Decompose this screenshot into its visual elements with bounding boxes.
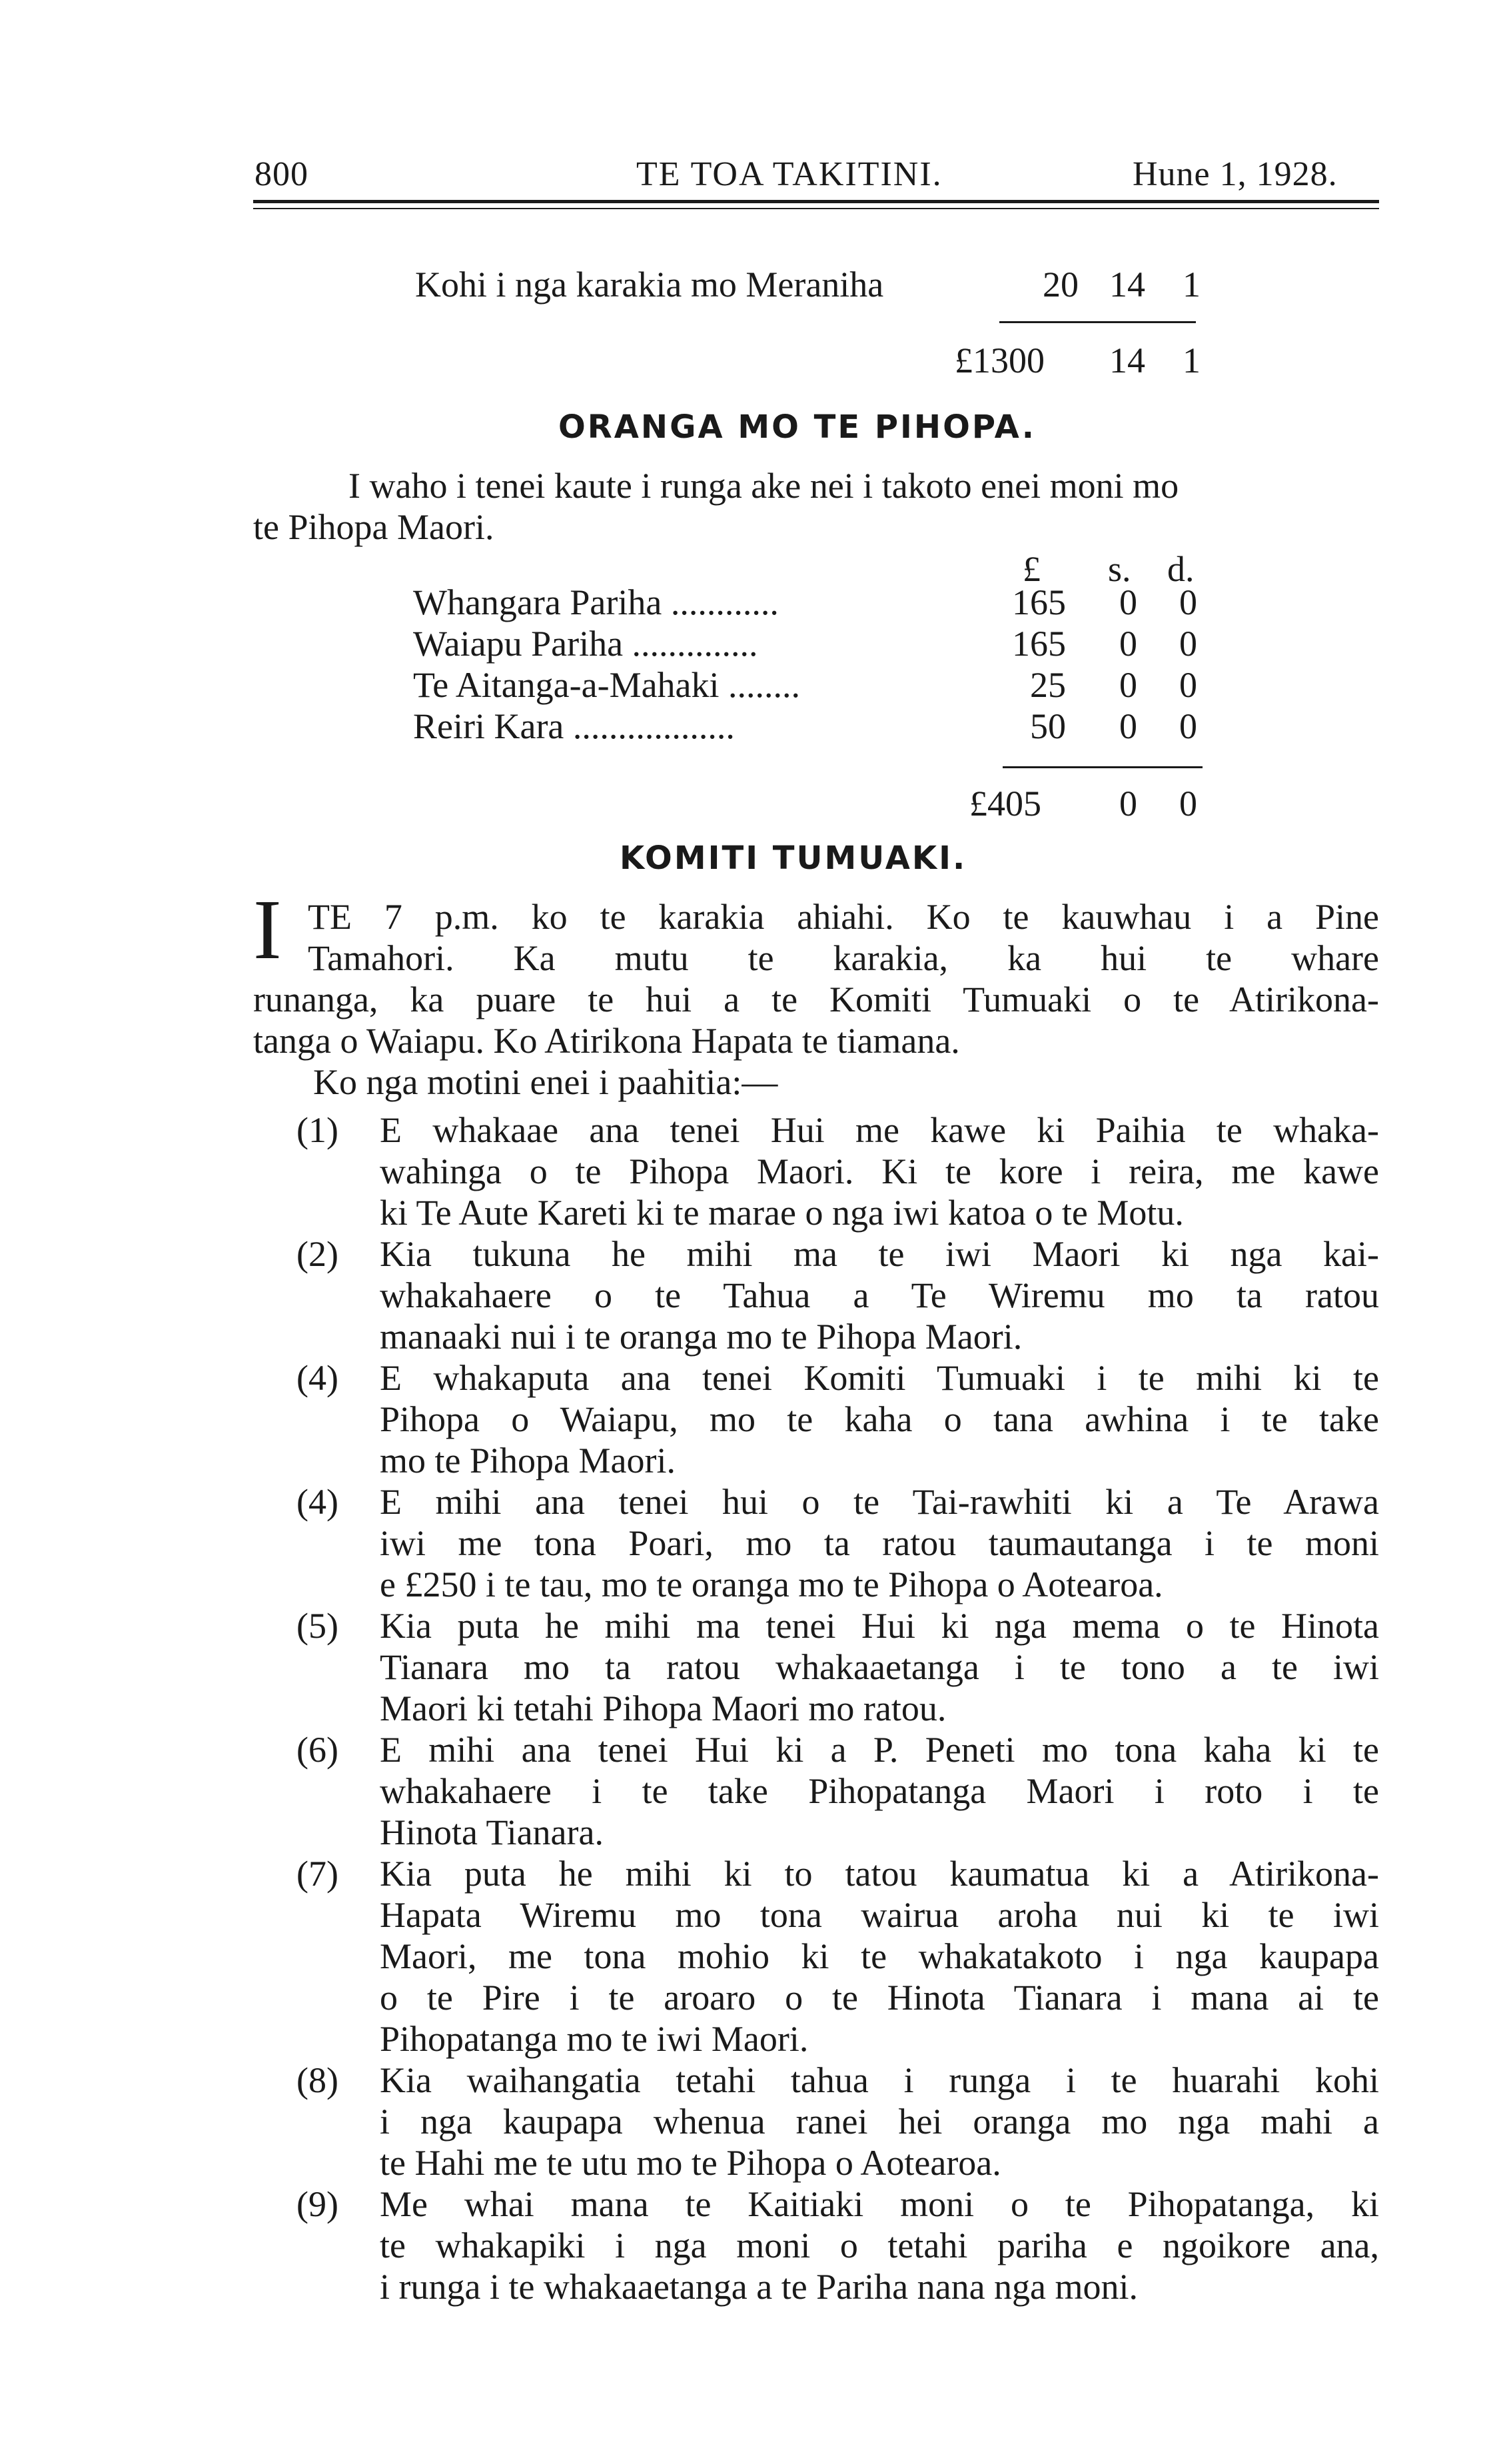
row-name: Whangara Pariha: [413, 582, 662, 622]
item-line: E mihi ana tenei hui o te Tai-rawhiti ki a Te Arawa: [380, 1482, 1379, 1522]
motions-intro: Ko nga motini enei i paahitia:—: [313, 1062, 778, 1102]
oranga-total-shillings: 0: [1119, 784, 1137, 824]
item-line: te whakapiki i nga moni o tetahi pariha e ngoikore ana,: [380, 2225, 1379, 2265]
item-number: (9): [296, 2184, 338, 2224]
item-line: Kia puta he mihi ma tenei Hui ki nga mema o te Hinota: [380, 1606, 1379, 1646]
row-shillings: 0: [1119, 665, 1137, 705]
komiti-line-3: runanga, ka puare te hui a te Komiti Tumuaki o te Atirikona-: [253, 979, 1379, 1019]
row-pounds: 165: [1012, 582, 1066, 622]
row-leaders: ............: [670, 582, 779, 622]
item-line: Kia puta he mihi ki to tatou kaumatua ki a Atirikona-: [380, 1854, 1379, 1894]
komiti-heading: KOMITI TUMUAKI.: [620, 840, 967, 877]
collection-pounds: 20: [1043, 265, 1079, 305]
row-name: Te Aitanga-a-Mahaki: [413, 665, 720, 705]
item-line: Me whai mana te Kaitiaki moni o te Pihopatanga, ki: [380, 2184, 1379, 2224]
item-line: i runga i te whakaaetanga a te Pariha nana nga moni.: [380, 2267, 1139, 2307]
oranga-heading: ORANGA MO TE PIHOPA.: [558, 408, 1036, 446]
item-line: E whakaputa ana tenei Komiti Tumuaki i te mihi ki te: [380, 1358, 1379, 1398]
item-line: whakahaere i te take Pihopatanga Maori i roto i te: [380, 1771, 1379, 1811]
item-line: mo te Pihopa Maori.: [380, 1441, 676, 1481]
item-line: ki Te Aute Kareti ki te marae o nga iwi katoa o te Motu.: [380, 1193, 1184, 1233]
collection-label: Kohi i nga karakia mo Meraniha: [415, 265, 884, 305]
header-rule-thick: [253, 200, 1379, 203]
item-number: (4): [296, 1358, 338, 1398]
collection-total-pounds: £1300: [955, 340, 1045, 380]
header-rule-thin: [253, 208, 1379, 209]
item-line: e £250 i te tau, mo te oranga mo te Pihopa o Aotearoa.: [380, 1564, 1163, 1604]
drop-cap: I: [253, 882, 282, 977]
item-number: (5): [296, 1606, 338, 1646]
item-line: Maori ki tetahi Pihopa Maori mo ratou.: [380, 1688, 947, 1728]
col-head-pence: d.: [1167, 549, 1195, 589]
item-line: Kia tukuna he mihi ma te iwi Maori ki nga kai-: [380, 1234, 1379, 1274]
row-shillings: 0: [1119, 706, 1137, 746]
oranga-total-pounds: £405: [969, 784, 1041, 824]
item-line: te Hahi me te utu mo te Pihopa o Aotearoa.: [380, 2143, 1001, 2183]
collection-shillings: 14: [1109, 265, 1145, 305]
item-number: (2): [296, 1234, 338, 1274]
oranga-intro-line2: te Pihopa Maori.: [253, 507, 494, 547]
item-number: (7): [296, 1854, 338, 1894]
collection-pence: 1: [1183, 265, 1201, 305]
item-line: Tianara mo ta ratou whakaaetanga i te tono a te iwi: [380, 1647, 1379, 1687]
row-leaders: ........: [728, 665, 801, 705]
collection-total-pence: 1: [1183, 340, 1201, 380]
row-pence: 0: [1179, 624, 1197, 664]
oranga-intro-line1: I waho i tenei kaute i runga ake nei i takoto enei moni mo: [348, 466, 1179, 506]
item-line: Pihopa o Waiapu, mo te kaha o tana awhina i te take: [380, 1399, 1379, 1439]
item-number: (6): [296, 1730, 338, 1770]
item-line: E mihi ana tenei Hui ki a P. Peneti mo tona kaha ki te: [380, 1730, 1379, 1770]
row-pence: 0: [1179, 706, 1197, 746]
item-line: E whakaae ana tenei Hui me kawe ki Paihia te whaka-: [380, 1110, 1379, 1150]
row-shillings: 0: [1119, 624, 1137, 664]
collection-sum-rule: [999, 321, 1196, 323]
row-pence: 0: [1179, 582, 1197, 622]
item-line: Pihopatanga mo te iwi Maori.: [380, 2019, 809, 2059]
komiti-line-4: tanga o Waiapu. Ko Atirikona Hapata te tiamana.: [253, 1021, 960, 1061]
item-line: i nga kaupapa whenua ranei hei oranga mo nga mahi a: [380, 2102, 1379, 2142]
item-line: Kia waihangatia tetahi tahua i runga i te huarahi kohi: [380, 2060, 1379, 2100]
item-line: iwi me tona Poari, mo ta ratou taumautanga i te moni: [380, 1523, 1379, 1563]
row-leaders: ..................: [572, 706, 735, 746]
row-name: Waiapu Pariha: [413, 624, 624, 664]
issue-date: Hune 1, 1928.: [1133, 155, 1338, 193]
komiti-line-1: TE 7 p.m. ko te karakia ahiahi. Ko te kauwhau i a Pine: [308, 897, 1379, 937]
row-name: Reiri Kara: [413, 706, 564, 746]
item-line: wahinga o te Pihopa Maori. Ki te kore i reira, me kawe: [380, 1151, 1379, 1191]
item-number: (4): [296, 1482, 338, 1522]
item-line: whakahaere o te Tahua a Te Wiremu mo ta ratou: [380, 1275, 1379, 1315]
row-shillings: 0: [1119, 582, 1137, 622]
item-line: Hinota Tianara.: [380, 1812, 604, 1852]
item-line: Hapata Wiremu mo tona wairua aroha nui ki te iwi: [380, 1895, 1379, 1935]
page-number: 800: [254, 155, 308, 193]
row-pounds: 165: [1012, 624, 1066, 664]
oranga-sum-rule: [1003, 766, 1203, 768]
collection-total-shillings: 14: [1109, 340, 1145, 380]
item-number: (1): [296, 1110, 338, 1150]
row-pounds: 25: [1030, 665, 1066, 705]
item-number: (8): [296, 2060, 338, 2100]
col-head-shillings: s.: [1108, 549, 1131, 589]
komiti-line-2: Tamahori. Ka mutu te karakia, ka hui te whare: [308, 938, 1379, 978]
item-line: o te Pire i te aroaro o te Hinota Tianara i mana ai te: [380, 1978, 1379, 2018]
row-pounds: 50: [1030, 706, 1066, 746]
row-pence: 0: [1179, 665, 1197, 705]
col-head-pounds: £: [1023, 549, 1041, 589]
item-line: manaaki nui i te oranga mo te Pihopa Maori.: [380, 1317, 1023, 1357]
row-leaders: ..............: [632, 624, 758, 664]
item-line: Maori, me tona mohio ki te whakatakoto i nga kaupapa: [380, 1936, 1379, 1976]
running-title: TE TOA TAKITINI.: [636, 155, 943, 193]
oranga-total-pence: 0: [1179, 784, 1197, 824]
